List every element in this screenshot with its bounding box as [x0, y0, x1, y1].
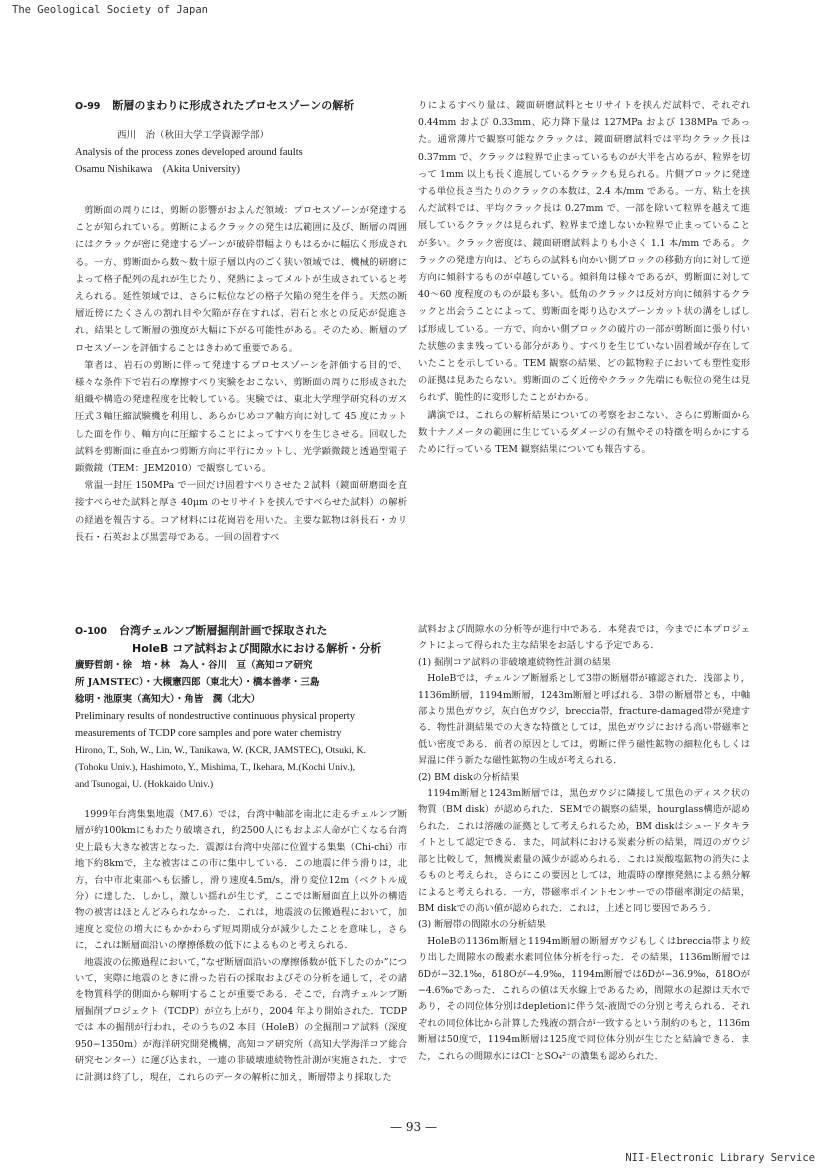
author-jp-line3: 稔明・池原実（高知大）・角皆 潤（北大） — [75, 694, 261, 705]
abstract-o100-right — [418, 622, 750, 1065]
abstract-number: O-100 — [75, 626, 108, 637]
page-header: The Geological Society of Japan — [12, 4, 208, 16]
abstract-title-line1: 台湾チェルンプ断層掘削計画で採取された — [119, 624, 328, 637]
english-author-line3: and Tsunogai, U. (Hokkaido Univ.) — [75, 779, 214, 790]
paragraph: 講演では、これらの解析結果についての考察をおこない、さらに剪断面から数十ナノメータの範囲に生じているダメージの有無やその特徴を明らかにするために行っている TEM 観察結果についても報告する。 — [418, 409, 750, 456]
abstract-title-o99 — [75, 97, 407, 115]
paragraph: 筆者は、岩石の剪断に伴って発達するプロセスゾーンを評価する目的で、様々な条件下で岩石の摩擦すべり実験をおこない、剪断面の周りに形成された組織や構造の発達程度を比較している。実験では、東北大学理学研究科のガス圧式３軸圧縮試験機を利用し、あらかじめコア軸方向に対して 45 度にカットした面を作り、軸方向に圧縮することによってすべりを生じさせる。回収した試料を剪断面に垂直かつ剪断方向に平行にカットし、光学顕微鏡と透過型電子顕微鏡（TEM：JEM2010）で観察している。 — [75, 359, 407, 475]
abstract-o99-right — [418, 97, 750, 458]
section-heading: (3) 断層帯の間隙水の分析結果 — [418, 919, 546, 931]
page-footer: NII-Electronic Library Service — [625, 1152, 815, 1164]
abstract-number: O-99 — [75, 101, 101, 112]
author-jp: 西川 治（秋田大学工学資源学部） — [117, 130, 270, 141]
paragraph: 常温一封圧 150MPa で一回だけ固着すべりさせた２試料（鏡面研磨面を直接すべらせた試料と厚さ 40μm のセリサイトを挟んですべらせた試料）の解析の経過を報告する。コア材料には花崗岩を用いた。主要な鉱物は斜長石・カリ長石・石英および黒雲母である。一回の固着すべ — [75, 480, 407, 543]
english-author-line2: (Tohoku Univ.), Hashimoto, Y., Mishima, T., Ikehara, M.(Kochi Univ.), — [75, 762, 356, 773]
english-author: Osamu Nishikawa (Akita University) — [75, 164, 241, 175]
english-title-line2: measurements of TCDP core samples and pore water chemistry — [75, 728, 342, 739]
abstract-title: 断層のまわりに形成されたプロセスゾーンの解析 — [112, 99, 355, 112]
paragraph: 1194m断層と1243m断層では，黒色ガウジに隣接して黒色のディスク状の物質（BM disk）が認められた．SEMでの観察の結果，hourglass構造が認められた．これは溶融の証拠として考えられるため，BM diskはシュードタキライトとして認定できる．また，同試料における炭素分析の結果，周辺のガウジ部と比較して，無機炭素量の減少が認められる．これは炭酸塩鉱物の消失によるものと考えられ，さらにこの要因としては，地震時の摩擦発熱による熱分解によると考えられる．一方，帯磁率ポイントセンサーでの帯磁率測定の結果，BM diskでの高い値が認められた．これは，上述と同じ要因であろう． — [418, 788, 750, 914]
paragraph: 1999年台湾集集地震（M7.6）では，台湾中軸部を南北に走るチェルンプ断層が約100kmにもわたり破壊され，約2500人にもおよぶ人命が亡くなる台湾史上最も大きな被害となった．震源は台湾中央部に位置する集集（Chi-chi）市地下約8kmで，主な被害はこの市に集中している．この地震に伴う滑りは，北方，台中市北東部へも伝播し，滑り速度4.5m/s，滑り変位12m（ベクトル成分）に達した．しかし，激しい揺れが生じず，ここでは断層面直上以外の構造物の被害はほとんどみられなかった．これは，地震波の伝搬過程において，加速度と変位の増大にもかかわらず短周期成分が減少したことを意味し，さらに，これは断層面沿いの摩擦係数の低下によるものと考えられる． — [75, 809, 407, 952]
paragraph: 地震波の伝搬過程において，”なぜ断層面沿いの摩擦係数が低下したのか”について，実際に地震のときに滑った岩石の採取およびその分析を通して，その諸を物質科学的側面から解明することが重要である．そこで，台湾チェルンプ断層掘削プロジェクト（TCDP）が立ち上がり，2004 年より開始された．TCDP では 本の掘削が行われ，そのうちの2 本目（HoleB）の全掘削コア試料（深度950−1350m）が海洋研究開発機構，高知コア研究所（高知大学海洋コア総合研究センター）に運び込まれ，一連の非破壊連続物性計測が実施された．すでに計測は終了し，現在，これらのデータの解析に加え，断層帯より採取した — [75, 956, 407, 1083]
abstract-o100-left — [75, 622, 407, 1086]
paragraph: りによるすべり量は、鏡面研磨試料とセリサイトを挟んだ試料で、それぞれ 0.44mm および 0.33mm、応力降下量は 127MPa および 138MPa であった。通常薄片で観察可能なクラックは、鏡面研磨試料では平均クラック長は 0.37mm で、クラックは粒界で止まっているものが大半を占めるが、粒界を切って 1mm 以上も長く進展しているクラックも見られる。片側ブロックに発達する単位長さ当たりのクラックの本数は、2.4 本/mm である。一方、粘土を挟んだ試料では、平均クラック長は 0.27mm で、一部を除いて粒界を越えて進展しているクラックは見られず、粒界まで達しないか粒界で止まっていることが多い。クラック密度は、鏡面研磨試料よりも小さく 1.1 本/mm である。クラックの発達方向は、どちらの試料も向かい側ブロックの移動方向に対して逆方向に傾斜するものが卓越している。傾斜角は様々であるが、剪断面に対して 40〜60 度程度のものが最も多い。低角のクラックは反対方向に傾斜するクラックと出会うことによって、剪断面を彫り込むスプーンカット状の溝をしばしば形成している。一方で、向かい側ブロックの破片の一部が剪断面に張り付いた状態のまま残っている部分があり、すべりを生じていない固着域が存在していたことを示している。TEM 観察の結果、どの鉱物粒子においても塑性変形の証拠は見あたらない。剪断面のごく近傍やクラック先端にも転位の発生は見られず、脆性的に変形したことがわかる。 — [418, 100, 750, 404]
author-jp-line2: 所 JAMSTEC）・大槻憲四郎（東北大）・橋本善孝・三島 — [75, 677, 320, 688]
section-heading: (1) 掘削コア試料の非破壊連続物性計測の結果 — [418, 656, 611, 668]
page-number: — 93 — — [390, 1120, 437, 1134]
abstract-o99-left — [75, 97, 407, 546]
paragraph: 剪断面の周りには、剪断の影響がおよんだ領域：プロセスゾーンが発達することが知られている。剪断によるクラックの発生は広範囲に及び、断層の周囲にはクラックが密に発達するゾーンが破砕帯幅よりもはるかに幅広く形成される。一方、剪断面から数〜数十原子層以内のごく狭い領域では、機械的研磨によって格子配列の乱れが生じたり、発熱によってメルトが生成されていると考えられる。延性領域では、さらに転位などの格子欠陥の発生を伴う。天然の断層近傍にたくさんの割れ目や欠陥が存在すれば、岩石と水との反応が促進され、結果として断層の強度が大幅に下がる可能性がある。そのため、断層のプロセスゾーンを評価することはきわめて重要である。 — [75, 205, 407, 354]
english-author-line1: Hirono, T., Soh, W., Lin, W., Tanikawa, W. (KCR, JAMSTEC), Otsuki, K. — [75, 745, 367, 756]
english-title: Analysis of the process zones developed around faults — [75, 147, 303, 158]
paragraph: HoleBの1136m断層と1194m断層の断層ガウジもしくはbreccia帯より絞り出した間隙水の酸素水素同位体分析を行った．その結果，1136m断層ではδDが−32.1‰，δ18Oが−4.9‰，1194m断層ではδDが−36.9‰，δ18Oが−4.6‰であった．これらの値は天水線上であるため，間隙水の起源は天水であり，その同位体分別はdepletionに伴う気-液間での分別と考えられる．それぞれの同位体比から計算した残液の割合が一致するという制約のもと，1136m断層は50度で，1194m断層は125度で同位体分別が生じたと結論できる．また，これらの間隙水にはCl⁻とSO₄²⁻の濃集も認められた． — [418, 935, 750, 1062]
abstract-title-line2: HoleB コア試料および間隙水における解析・分析 — [132, 642, 382, 655]
abstract-title-o100 — [75, 622, 407, 640]
english-title-line1: Preliminary results of nondestructive continuous physical property — [75, 711, 355, 722]
section-heading: (2) BM diskの分析結果 — [418, 771, 520, 783]
paragraph: 試料および間隙水の分析等が進行中である．本発表では，今までに本プロジェクトによって得られた主な結果をお話しする予定である． — [418, 624, 750, 652]
paragraph: HoleBでは，チェルンプ断層系として3帯の断層帯が確認された．浅部より，1136m断層，1194m断層，1243m断層と呼ばれる．3帯の断層帯とも，中軸部より黒色ガウジ，灰白色ガウジ，breccia帯，fracture-damaged帯が発達する．物性計測結果での大きな特徴としては，黒色ガウジにおける高い帯磁率と低い密度である．前者の原因としては，剪断に伴う磁性鉱物の細粒化もしくは昇温に伴う新たな磁性鉱物の生成が考えられる． — [418, 673, 750, 767]
author-jp-line1: 廣野哲朗・徐 培・林 為人・谷川 亘（高知コア研究 — [75, 660, 313, 671]
